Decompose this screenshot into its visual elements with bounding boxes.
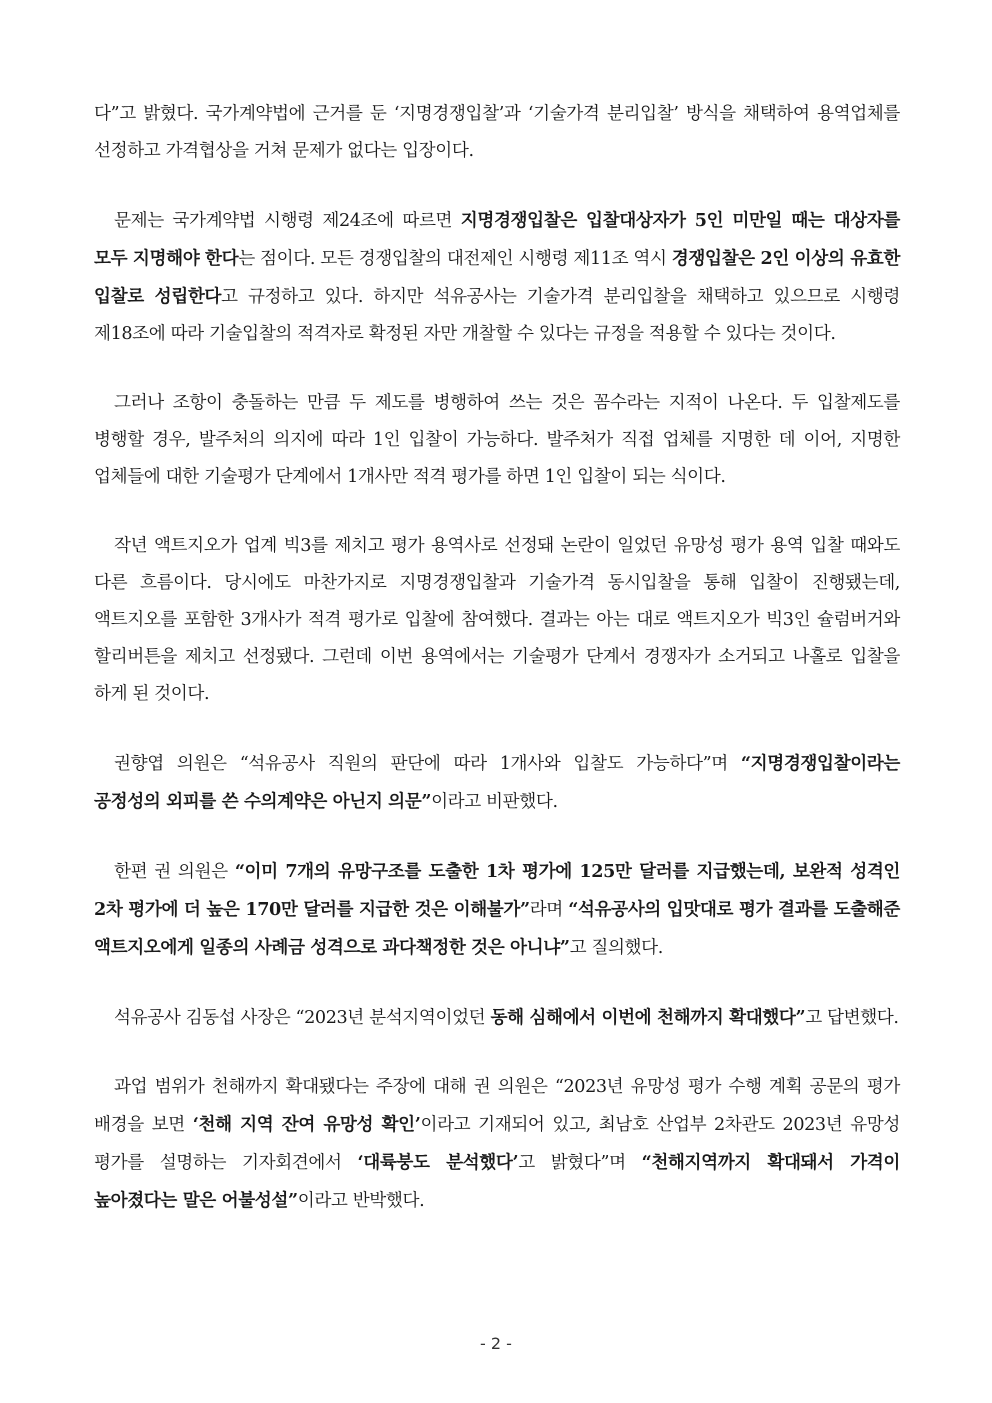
paragraph-7 — [94, 999, 900, 1037]
bold-text-segment: ‘대륙붕도 분석했다’ — [357, 1152, 519, 1173]
text-segment: 그러나 조항이 충돌하는 만큼 두 제도를 병행하여 쓰는 것은 꼼수라는 지적이 나온다. 두 입찰제도를 병행할 경우, 발주처의 의지에 따라 1인 입찰이 가능하다. 발주처가 직접 업체를 지명한 데 이어, 지명한 업체들에 대한 기술평가 단계에서 1개사만 적격 평가를 하면 1인 입찰이 되는 식이다. — [94, 393, 900, 487]
text-segment: 이라고 반박했다. — [297, 1191, 425, 1211]
bold-text-segment: 동해 심해에서 이번에 천해까지 확대했다” — [490, 1007, 806, 1028]
text-segment: 고 규정하고 있다. 하지만 석유공사는 기술가격 분리입찰을 채택하고 있으므로 시행령 제18조에 따라 기술입찰의 적격자로 확정된 자만 개찰할 수 있다는 규정을 적용할 수 있다는 것이다. — [94, 287, 900, 344]
bold-text-segment: “지명경쟁입찰이라는 공정성의 외피를 쓴 수의계약은 아닌지 의문” — [94, 753, 900, 812]
text-segment: 이라고 기재되어 있고, 최남호 산업부 2차관도 2023년 유망성 평가를 설명하는 기자회견에서 — [94, 1115, 900, 1173]
text-segment: 고 밝혔다”며 — [518, 1153, 642, 1173]
text-segment: 과업 범위가 천해까지 확대됐다는 주장에 대해 권 의원은 “2023년 유망성 평가 수행 계획 공문의 평가 배경을 보면 — [94, 1077, 900, 1135]
text-segment: 한편 권 의원은 — [114, 862, 235, 882]
text-segment: 이라고 비판했다. — [431, 792, 558, 812]
paragraph-2 — [94, 202, 900, 353]
text-segment: 라며 — [529, 900, 569, 920]
text-segment: 다”고 밝혔다. 국가계약법에 근거를 둔 ‘지명경쟁입찰’과 ‘기술가격 분리입찰’ 방식을 채택하여 용역업체를 선정하고 가격협상을 거쳐 문제가 없다는 입장이다. — [94, 104, 900, 161]
page-number: - 2 - — [480, 1334, 512, 1353]
text-segment: 고 답변했다. — [805, 1008, 899, 1028]
paragraph-6 — [94, 853, 900, 967]
text-segment: 권향엽 의원은 “석유공사 직원의 판단에 따라 1개사와 입찰도 가능하다”며 — [114, 754, 741, 774]
bold-text-segment: ‘천해 지역 잔여 유망성 확인’ — [192, 1114, 421, 1135]
paragraph-3 — [94, 385, 900, 496]
paragraph-5 — [94, 745, 900, 821]
bold-text-segment: “석유공사의 입맛대로 평가 결과를 도출해준 액트지오에게 일종의 사례금 성격으로 과다책정한 것은 아니냐” — [94, 899, 900, 958]
paragraph-1 — [94, 96, 900, 170]
paragraph-8 — [94, 1069, 900, 1220]
text-segment: 석유공사 김동섭 사장은 “2023년 분석지역이었던 — [114, 1008, 491, 1028]
text-segment: 문제는 국가계약법 시행령 제24조에 따르면 — [114, 211, 461, 231]
text-segment: 는 점이다. 모든 경쟁입찰의 대전제인 시행령 제11조 역시 — [238, 249, 672, 269]
paragraph-4 — [94, 528, 900, 713]
text-segment: 고 질의했다. — [569, 938, 663, 958]
bold-text-segment: “천해지역까지 확대돼서 가격이 높아졌다는 말은 어불성설” — [94, 1152, 900, 1211]
document-body — [94, 96, 900, 1252]
bold-text-segment: “이미 7개의 유망구조를 도출한 1차 평가에 125만 달러를 지급했는데, 보완적 성격인 2차 평가에 더 높은 170만 달러를 지급한 것은 이해불가” — [94, 861, 901, 920]
bold-text-segment: 지명경쟁입찰은 입찰대상자가 5인 미만일 때는 대상자를 모두 지명해야 한다 — [94, 210, 900, 269]
text-segment: 작년 액트지오가 업계 빅3를 제치고 평가 용역사로 선정돼 논란이 일었던 유망성 평가 용역 입찰 때와도 다른 흐름이다. 당시에도 마찬가지로 지명경쟁입찰과 기술가격 동시입찰을 통해 입찰이 진행됐는데, 액트지오를 포함한 3개사가 적격 평가로 입찰에 참여했다. 결과는 아는 대로 액트지오가 빅3인 슐럼버거와 할리버튼을 제치고 선정됐다. 그런데 이번 용역에서는 기술평가 단계서 경쟁자가 소거되고 나홀로 입찰을 하게 된 것이다. — [94, 536, 900, 704]
bold-text-segment: 경쟁입찰은 2인 이상의 유효한 입찰로 성립한다 — [94, 248, 900, 307]
